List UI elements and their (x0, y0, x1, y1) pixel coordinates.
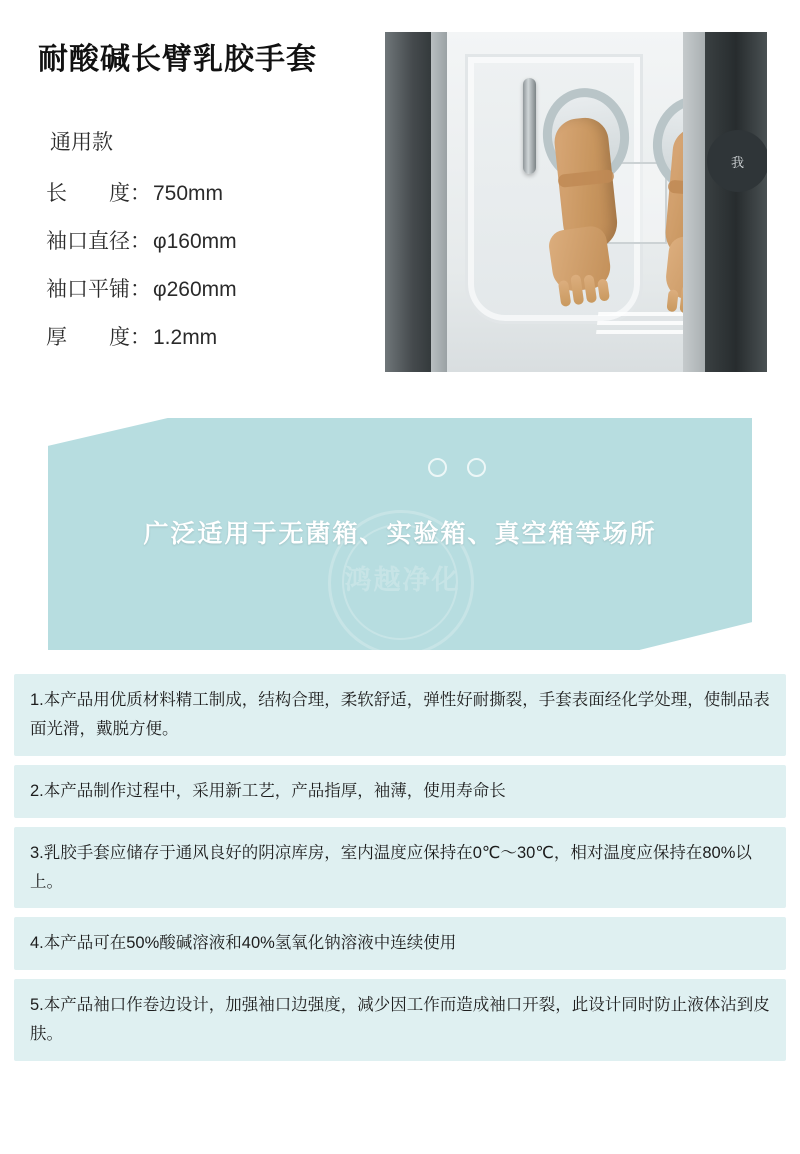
product-subtitle: 通用款 (50, 131, 113, 154)
cabinet-right-frame (705, 32, 767, 372)
spec-value-thickness: 1.2mm (153, 326, 218, 350)
application-banner (0, 406, 800, 666)
cabinet-handle-left (523, 78, 536, 174)
spec-value-length: 750mm (153, 182, 224, 206)
spec-list (46, 177, 390, 351)
cabinet-right-edge (683, 32, 705, 372)
cabinet-left-frame (385, 32, 431, 372)
banner-dots (428, 458, 486, 477)
list-item: 2.本产品制作过程中，采用新工艺，产品指厚，袖薄，使用寿命长 (14, 765, 786, 818)
specification-block (0, 0, 390, 400)
glove-hand-left (547, 224, 613, 293)
photo-scene (385, 32, 767, 372)
cabinet-panel (447, 32, 683, 372)
spec-label-cuff-diameter: 袖口直径： (46, 230, 151, 254)
finger-icon (666, 289, 678, 312)
spec-row (46, 273, 390, 303)
product-photo (385, 32, 767, 372)
cabinet-logo-badge: 我 (707, 130, 767, 192)
spec-row (46, 177, 390, 207)
list-item: 4.本产品可在50%酸碱溶液和40%氢氧化钠溶液中连续使用 (14, 917, 786, 970)
spec-value-cuff-flat: φ260mm (153, 278, 237, 302)
cabinet-left-edge (431, 32, 447, 372)
page-title: 耐酸碱长臂乳胶手套 (38, 43, 317, 76)
feature-list (0, 666, 800, 1061)
banner-headline: 广泛适用于无菌箱、实验箱、真空箱等场所 (143, 520, 657, 548)
spec-row (46, 225, 390, 255)
spec-value-cuff-diameter: φ160mm (153, 230, 237, 254)
spec-label-cuff-flat: 袖口平铺： (46, 278, 151, 302)
list-item: 3.乳胶手套应储存于通风良好的阴凉库房，室内温度应保持在0℃～30℃，相对温度应保持在80%以上。 (14, 827, 786, 909)
product-header-section (0, 0, 800, 400)
spec-row (46, 321, 390, 351)
circle-icon (428, 458, 447, 477)
list-item: 5.本产品袖口作卷边设计，加强袖口边强度，减少因工作而造成袖口开裂，此设计同时防止液体沾到皮肤。 (14, 979, 786, 1061)
spec-label-length: 长 度： (46, 182, 151, 206)
spec-label-thickness: 厚 度： (46, 326, 151, 350)
circle-icon (467, 458, 486, 477)
list-item: 1.本产品用优质材料精工制成，结构合理，柔软舒适，弹性好耐撕裂，手套表面经化学处理，使制品表面光滑，戴脱方便。 (14, 674, 786, 756)
watermark-text: 鸿越净化 (344, 565, 461, 595)
